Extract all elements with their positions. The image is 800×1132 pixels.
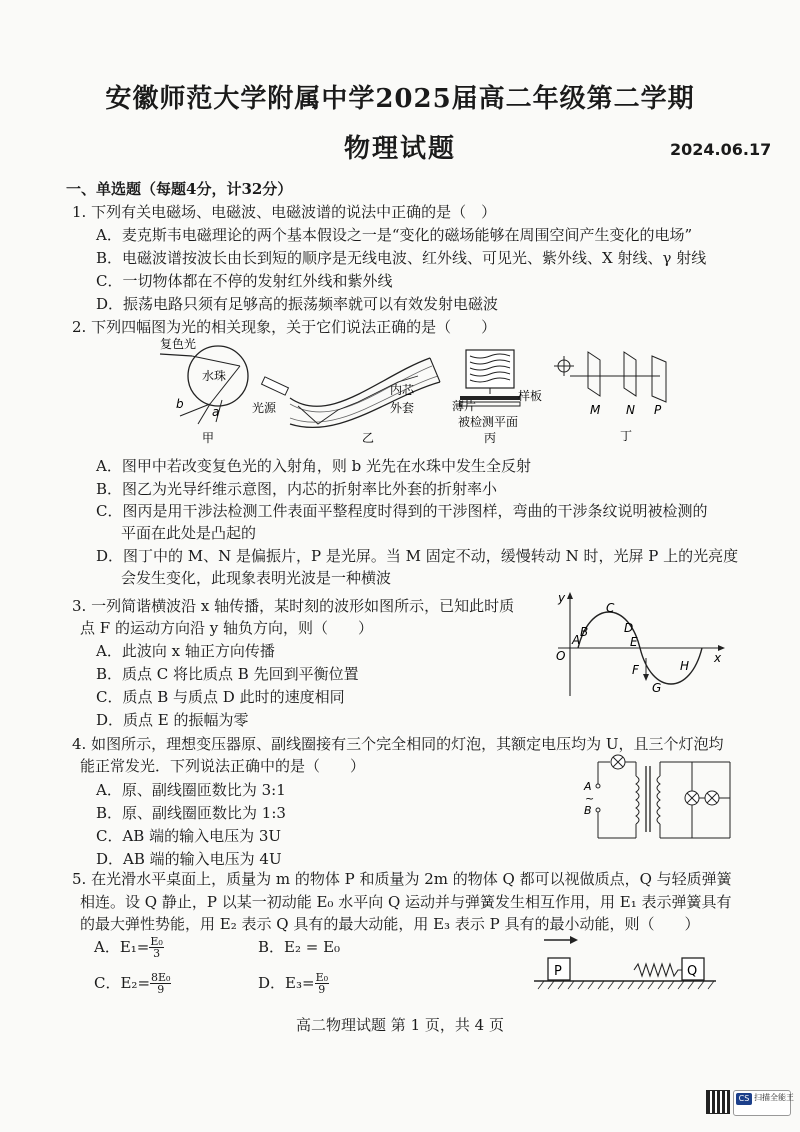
label-ding: 丁 xyxy=(620,429,633,443)
q1-option-d: D．振荡电路只须有足够高的振荡频率就可以有效发射电磁波 xyxy=(96,295,499,313)
q5-option-c-numerator: 8E₀ xyxy=(151,970,171,984)
q2-figures xyxy=(140,336,700,450)
q4-option-d: D．AB 端的输入电压为 4U xyxy=(96,850,282,868)
label-jia: 甲 xyxy=(202,431,215,445)
q2-option-c-line2: 平面在此处是凸起的 xyxy=(121,524,257,542)
q5-spring-figure xyxy=(530,934,720,994)
exam-date: 2024.06.17 xyxy=(670,140,772,159)
wave-label-D: D xyxy=(624,621,634,635)
wave-label-E: E xyxy=(630,635,638,649)
scanner-logo-icon: CS xyxy=(736,1093,752,1105)
q3-option-b: B．质点 C 将比质点 B 先回到平衡位置 xyxy=(96,665,359,683)
q5-option-d-numerator: E₀ xyxy=(315,970,329,984)
circuit-label-A: A xyxy=(584,780,592,793)
wave-label-F: F xyxy=(632,663,639,677)
q5-option-c-denominator: 9 xyxy=(157,982,165,996)
q2-option-a: A．图甲中若改变复色光的入射角，则 b 光先在水珠中发生全反射 xyxy=(96,457,531,475)
q5-option-d-prefix: D．E₃= xyxy=(258,974,315,992)
label-yi: 乙 xyxy=(362,431,375,445)
q3-wave-figure xyxy=(550,590,730,702)
figure-yi-fiber xyxy=(252,358,440,445)
label-jiance: 被检测平面 xyxy=(458,415,519,429)
q4-option-b: B．原、副线圈匝数比为 1:3 xyxy=(96,804,286,822)
q2-option-d-line2: 会发生变化，此现象表明光波是一种横波 xyxy=(121,569,392,587)
q5-stem-line3: 的最大弹性势能，用 E₂ 表示 Q 具有的最大动能，用 E₃ 表示 P 具有的最小动能，则（ ） xyxy=(80,915,700,933)
q5-option-c-fraction xyxy=(150,972,171,995)
q4-option-a: A．原、副线圈匝数比为 3:1 xyxy=(96,781,286,799)
q1-option-b: B．电磁波谱按波长由长到短的顺序是无线电波、红外线、可见光、紫外线、X 射线、γ 射线 xyxy=(96,249,707,267)
label-bing: 丙 xyxy=(484,431,497,445)
q5-option-a-numerator: E₀ xyxy=(150,934,163,948)
q3-stem-line2: 点 F 的运动方向沿 y 轴负方向，则（ ） xyxy=(80,619,373,637)
q5-option-a-fraction xyxy=(149,936,163,959)
q3-option-a: A．此波向 x 轴正方向传播 xyxy=(96,642,275,660)
exam-title-line2: 物理试题 xyxy=(343,134,456,164)
q2-stem: 2. 下列四幅图为光的相关现象，关于它们说法正确的是（ ） xyxy=(72,318,497,336)
label-N: N xyxy=(626,403,635,417)
q3-stem-line1: 3. 一列简谐横波沿 x 轴传播，某时刻的波形如图所示，已知此时质 xyxy=(72,597,515,615)
q2-option-b: B．图乙为光导纤维示意图，内芯的折射率比外套的折射率小 xyxy=(96,480,498,498)
label-b: b xyxy=(176,397,184,411)
label-yangban: 样板 xyxy=(518,389,543,403)
q2-option-d-line1: D．图丁中的 M、N 是偏振片，P 是光屏。当 M 固定不动，缓慢转动 N 时，光屏 P 上的光亮度 xyxy=(96,547,739,565)
q3-option-d: D．质点 E 的振幅为零 xyxy=(96,711,249,729)
q2-option-c-line1: C．图丙是用干涉法检测工件表面平整程度时得到的干涉图样，弯曲的干涉条纹说明被检测的 xyxy=(96,502,708,520)
q4-transformer-figure xyxy=(580,752,740,844)
q5-stem-line2: 相连。设 Q 静止，P 以某一初动能 E₀ 水平向 Q 运动并与弹簧发生相互作用，用 E₁ 表示弹簧具有 xyxy=(80,893,732,911)
q1-option-a: A．麦克斯韦电磁理论的两个基本假设之一是“变化的磁场能够在周围空间产生变化的电场” xyxy=(96,226,693,244)
wave-label-C: C xyxy=(606,601,615,615)
figure-bing-interference xyxy=(452,350,542,445)
label-fuseguang: 复色光 xyxy=(160,337,197,351)
q5-option-c xyxy=(94,966,171,1000)
label-a: a xyxy=(212,405,220,419)
exam-title-line1: 安徽师范大学附属中学2025届高二年级第二学期 xyxy=(105,84,695,114)
wave-label-B: B xyxy=(580,625,589,639)
label-baopian: 薄片 xyxy=(452,399,477,413)
figure-ding-polarizers xyxy=(554,352,666,443)
label-neixin: 内芯 xyxy=(390,383,415,397)
q4-stem-line1: 4. 如图所示，理想变压器原、副线圈接有三个完全相同的灯泡，其额定电压均为 U，且三个灯泡均 xyxy=(72,735,724,753)
figure-jia-droplet xyxy=(160,336,248,445)
wave-label-G: G xyxy=(652,681,662,695)
circuit-label-tilde: ~ xyxy=(585,792,595,805)
q5-option-a xyxy=(94,930,164,964)
wave-label-A: A xyxy=(572,633,581,647)
wave-label-H: H xyxy=(680,659,690,673)
section-heading: 一、单选题（每题4分，计32分） xyxy=(66,180,293,198)
label-shuizhu: 水珠 xyxy=(202,369,227,383)
q5-option-d-fraction xyxy=(315,972,329,995)
wave-label-x: x xyxy=(714,651,722,665)
q5-option-a-denominator: 3 xyxy=(153,946,161,960)
page-footer: 高二物理试题 第 1 页，共 4 页 xyxy=(296,1016,504,1034)
q4-option-c: C．AB 端的输入电压为 3U xyxy=(96,827,282,845)
q5-option-b: B．E₂ = E₀ xyxy=(258,938,341,956)
q5-stem-line1: 5. 在光滑水平桌面上，质量为 m 的物体 P 和质量为 2m 的物体 Q 都可以视做质点，Q 与轻质弹簧 xyxy=(72,870,732,888)
scanner-name: 扫描全能王 xyxy=(754,1093,794,1102)
q5-option-a-prefix: A．E₁= xyxy=(94,938,150,956)
q4-stem-line2: 能正常发光．下列说法正确中的是（ ） xyxy=(80,757,366,775)
label-M: M xyxy=(590,403,601,417)
block-Q-label: Q xyxy=(687,964,698,979)
q5-option-c-prefix: C．E₂= xyxy=(94,974,151,992)
q5-option-d-denominator: 9 xyxy=(318,982,326,996)
label-P: P xyxy=(654,403,662,417)
block-P-label: P xyxy=(554,964,562,979)
q5-option-d xyxy=(258,966,329,1000)
label-waitao: 外套 xyxy=(390,401,415,415)
circuit-label-B: B xyxy=(584,804,592,817)
q1-stem: 1. 下列有关电磁场、电磁波、电磁波谱的说法中正确的是（ ） xyxy=(72,203,497,221)
q1-option-c: C．一切物体都在不停的发射红外线和紫外线 xyxy=(96,272,393,290)
wave-label-y: y xyxy=(558,591,566,605)
q3-option-c: C．质点 B 与质点 D 此时的速度相同 xyxy=(96,688,345,706)
qr-code-icon xyxy=(706,1090,730,1114)
label-guangyuan: 光源 xyxy=(252,401,277,415)
wave-label-O: O xyxy=(556,649,566,663)
